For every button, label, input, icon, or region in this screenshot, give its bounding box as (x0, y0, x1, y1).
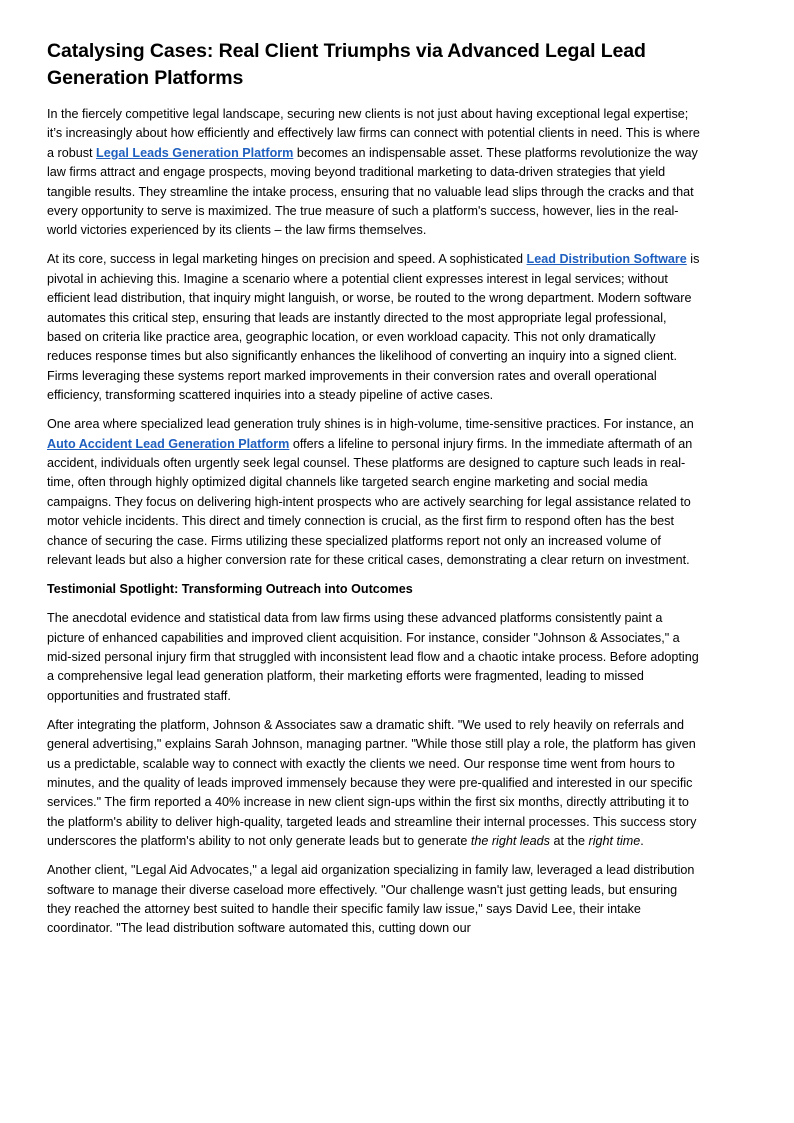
paragraph-text: at the (549, 834, 589, 849)
emphasis-text: the right leads (470, 834, 550, 849)
legal-leads-generation-platform-link[interactable]: Legal Leads Generation Platform (96, 145, 294, 160)
paragraph-text: In the fiercely competitive legal landscape, securing new clients is not just about having exceptional legal expertise; it’s increasingly about how efficiently and effectively law firms can connect with potential clients in need. This is where a robust (47, 107, 700, 160)
article (47, 38, 702, 948)
paragraph-text: . (640, 834, 644, 849)
paragraph-johnson-associates (47, 716, 702, 852)
paragraph-testimonial-intro: The anecdotal evidence and statistical data from law firms using these advanced platforms consistently paint a picture of enhanced capabilities and improved client acquisition. For instance, consider "Johnson & Associates," a mid-sized personal injury firm that struggled with inconsistent lead flow and a chaotic intake process. Before adopting a comprehensive legal lead generation platform, their marketing efforts were fragmented, leading to missed opportunities and frustrated staff. (47, 611, 699, 703)
article-title: Catalysing Cases: Real Client Triumphs via Advanced Legal Lead Generation Platforms (47, 40, 646, 89)
section-subheading: Testimonial Spotlight: Transforming Outreach into Outcomes (47, 581, 413, 596)
paragraph-legal-aid-advocates: Another client, "Legal Aid Advocates," a legal aid organization specializing in family law, leveraged a lead distribution software to manage their diverse caseload more effectively. "Our challenge wasn't just getting leads, but ensuring they reached the attorney best suited to handle their specific family law issue," says David Lee, their intake coordinator. "The lead distribution software automated this, cutting down our (47, 863, 695, 936)
paragraph-auto-accident (47, 415, 702, 570)
paragraph-text: is pivotal in achieving this. Imagine a scenario where a potential client expresses interest in legal services; without efficient lead distribution, that inquiry might languish, or worse, be routed to the wrong department. Modern software automates this critical step, ensuring that leads are instantly directed to the most appropriate legal professional, based on criteria like practice area, geographic location, or even workload capacity. This not only dramatically reduces response times but also significantly enhances the likelihood of converting an inquiry into a signed client. Firms leveraging these systems report marked improvements in their conversion rates and overall operational efficiency, transforming scattered inquiries into a steady pipeline of active cases. (47, 252, 700, 403)
paragraph-lead-distribution (47, 250, 702, 405)
auto-accident-lead-generation-platform-link[interactable]: Auto Accident Lead Generation Platform (47, 436, 290, 451)
paragraph-text: At its core, success in legal marketing hinges on precision and speed. A sophisticated (47, 252, 527, 267)
paragraph-intro (47, 105, 702, 241)
paragraph-text: One area where specialized lead generation truly shines is in high-volume, time-sensitive practices. For instance, an (47, 417, 694, 432)
paragraph-text: After integrating the platform, Johnson & Associates saw a dramatic shift. "We used to rely heavily on referrals and general advertising," explains Sarah Johnson, managing partner. "While those still play a role, the platform has given us a predictable, scalable way to connect with exactly the clients we need. Our response time went from hours to minutes, and the quality of leads improved immensely because they were pre-qualified and interested in our specific services." The firm reported a 40% increase in new client sign-ups within the first six months, directly attributing it to the platform's ability to deliver high-quality, targeted leads and streamline their internal processes. This success story underscores the platform's ability to not only generate leads but to generate (47, 717, 697, 849)
paragraph-text: becomes an indispensable asset. These platforms revolutionize the way law firms attract and engage prospects, moving beyond traditional marketing to data-driven strategies that yield tangible results. They streamline the intake process, ensuring that no valuable lead slips through the cracks and that every opportunity to serve is maximized. The true measure of such a platform's success, however, lies in the real-world victories experienced by its clients – the law firms themselves. (47, 145, 698, 238)
emphasis-text: right time (588, 834, 641, 849)
lead-distribution-software-link[interactable]: Lead Distribution Software (526, 252, 687, 267)
paragraph-text: offers a lifeline to personal injury firms. In the immediate aftermath of an accident, individuals often urgently seek legal counsel. These platforms are designed to capture such leads in real-time, often through highly optimized digital channels like targeted search engine marketing and social media campaigns. They focus on delivering high-intent prospects who are actively searching for legal assistance related to motor vehicle incidents. This direct and timely connection is crucial, as the first firm to respond often has the best chance of securing the case. Firms utilizing these specialized platforms report not only an increased volume of relevant leads but also a higher conversion rate for these critical cases, demonstrating a clear return on investment. (47, 436, 693, 567)
